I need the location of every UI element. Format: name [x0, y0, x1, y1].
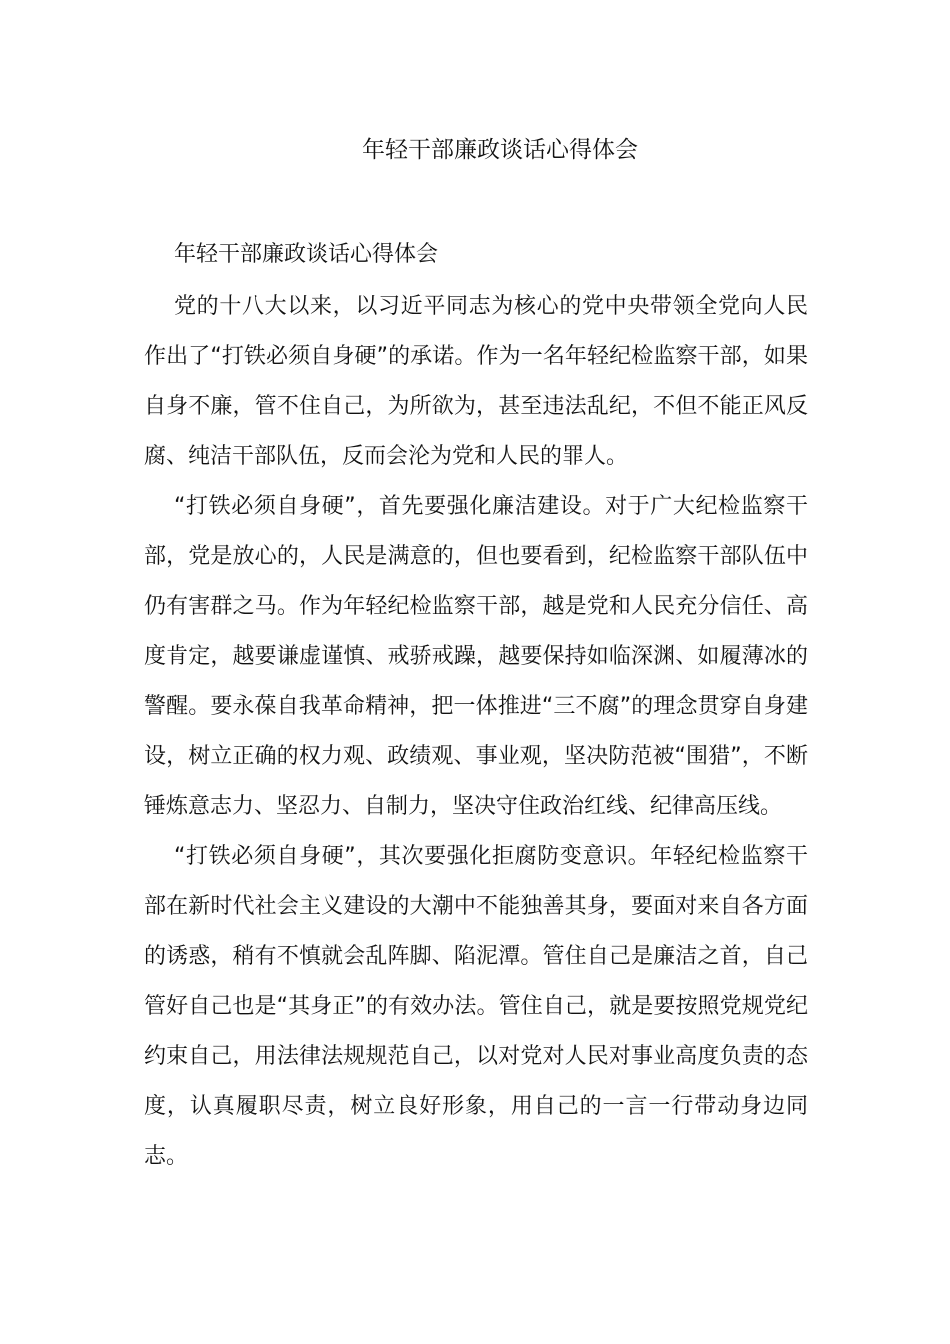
paragraph-1: 党的十八大以来，以习近平同志为核心的党中央带领全党向人民作出了“打铁必须自身硬”的承诺。作为一名年轻纪检监察干部，如果自身不廉，管不住自己，为所欲为，甚至违法乱纪，不但不能正风反腐、纯洁干部队伍，反而会沦为党和人民的罪人。: [144, 294, 808, 469]
paragraph-2: “打铁必须自身硬”，首先要强化廉洁建设。对于广大纪检监察干部，党是放心的，人民是满意的，但也要看到，纪检监察干部队伍中仍有害群之马。作为年轻纪检监察干部，越是党和人民充分信任、高度肯定，越要谦虚谨慎、戒骄戒躁，越要保持如临深渊、如履薄冰的警醒。要永葆自我革命精神，把一体推进“三不腐”的理念贯穿自身建设，树立正确的权力观、政绩观、事业观，坚决防范被“围猎”，不断锤炼意志力、坚忍力、自制力，坚决守住政治红线、纪律高压线。: [144, 494, 808, 819]
document-body: [144, 230, 808, 1182]
paragraph-3: “打铁必须自身硬”，其次要强化拒腐防变意识。年轻纪检监察干部在新时代社会主义建设的大潮中不能独善其身，要面对来自各方面的诱惑，稍有不慎就会乱阵脚、陷泥潭。管住自己是廉洁之首，自己管好自己也是“其身正”的有效办法。管住自己，就是要按照党规党纪约束自己，用法律法规规范自己，以对党对人民对事业高度负责的态度，认真履职尽责，树立良好形象，用自己的一言一行带动身边同志。: [144, 844, 808, 1169]
document-subtitle: 年轻干部廉政谈话心得体会: [174, 242, 439, 267]
document-title: 年轻干部廉政谈话心得体会: [362, 137, 638, 163]
